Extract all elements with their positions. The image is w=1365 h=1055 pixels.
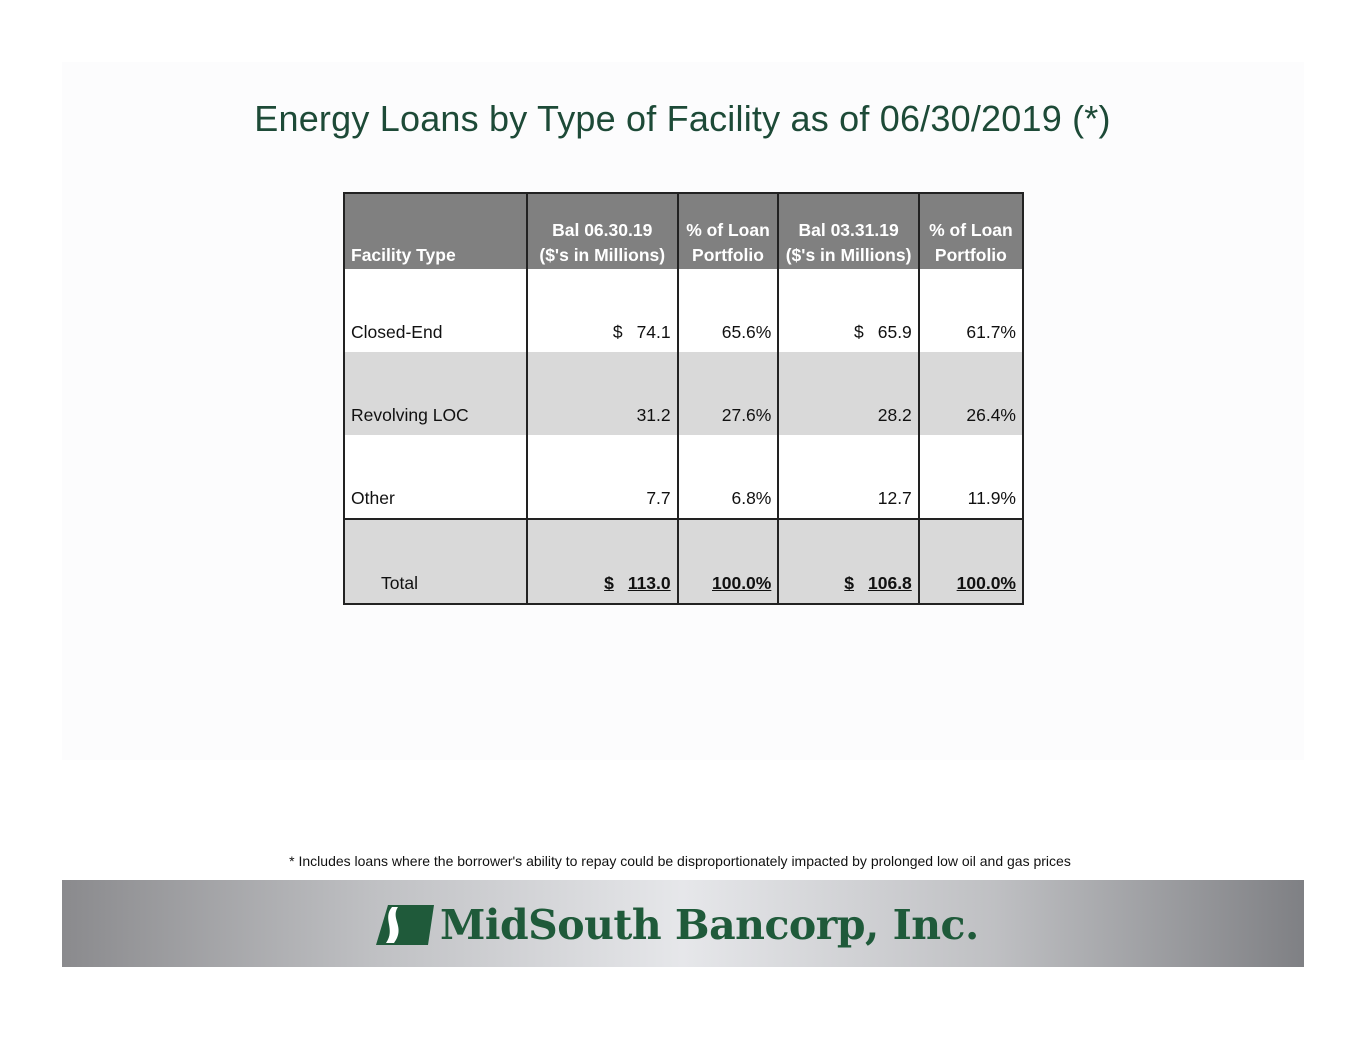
total-pct-063019: 100.0% [678, 519, 779, 604]
table-header-row [344, 193, 1023, 269]
header-pct-063019: % of Loan Portfolio [678, 193, 779, 269]
header-bal-063019: Bal 06.30.19 ($'s in Millions) [527, 193, 678, 269]
pct-063019-cell: 6.8% [678, 435, 779, 519]
bal-033119-cell: $ 65.9 [778, 269, 918, 352]
table-row [344, 352, 1023, 435]
bal-063019-cell: 31.2 [527, 352, 678, 435]
pct-063019-cell: 65.6% [678, 269, 779, 352]
total-pct-033119: 100.0% [919, 519, 1023, 604]
total-bal-033119: $ 106.8 [778, 519, 918, 604]
pct-033119-cell: 11.9% [919, 435, 1023, 519]
facility-type-cell: Revolving LOC [344, 352, 527, 435]
bal-033119-cell: 12.7 [778, 435, 918, 519]
total-label: Total [344, 519, 527, 604]
facility-type-cell: Other [344, 435, 527, 519]
midsouth-logo-mark-icon [376, 905, 434, 945]
footnote: * Includes loans where the borrower's ability to repay could be disproportionately impacted by prolonged low oil and gas prices [289, 853, 1071, 869]
header-pct-033119: % of Loan Portfolio [919, 193, 1023, 269]
table-total-row [344, 519, 1023, 604]
facility-type-cell: Closed-End [344, 269, 527, 352]
header-facility-type: Facility Type [344, 193, 527, 269]
company-logo [376, 897, 979, 953]
bal-063019-cell: $ 74.1 [527, 269, 678, 352]
logo-text: MidSouth Bancorp, Inc. [440, 901, 979, 949]
total-bal-063019: $ 113.0 [527, 519, 678, 604]
pct-033119-cell: 61.7% [919, 269, 1023, 352]
table-row [344, 435, 1023, 519]
header-bal-033119: Bal 03.31.19 ($'s in Millions) [778, 193, 918, 269]
pct-063019-cell: 27.6% [678, 352, 779, 435]
bal-063019-cell: 7.7 [527, 435, 678, 519]
bal-033119-cell: 28.2 [778, 352, 918, 435]
energy-loans-table [343, 192, 1024, 605]
page-title: Energy Loans by Type of Facility as of 06/30/2019 (*) [254, 98, 1111, 139]
table-row [344, 269, 1023, 352]
pct-033119-cell: 26.4% [919, 352, 1023, 435]
